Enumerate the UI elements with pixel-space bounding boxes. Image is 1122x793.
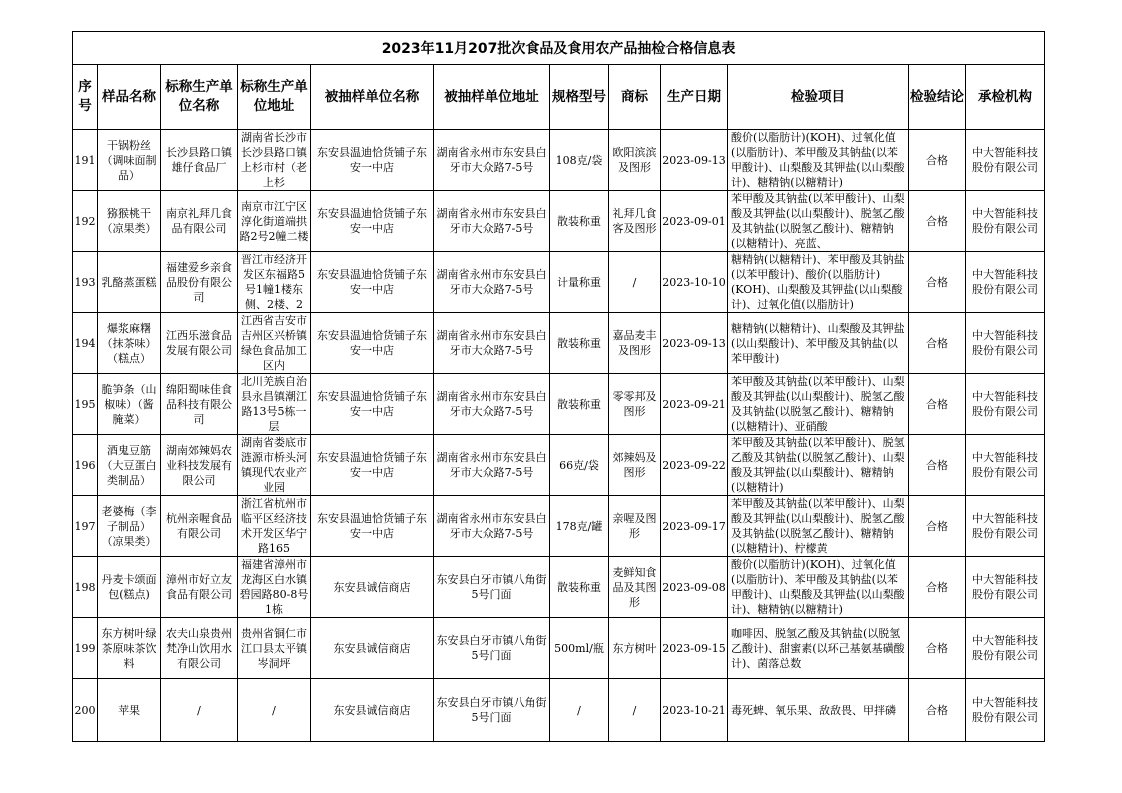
brand-cell [609,130,661,191]
producer-address-cell [238,618,311,679]
sampled-unit-address: 东安县白牙市镇八角街5号门面 [436,573,547,601]
sampled-unit-name: 东安县温迪恰货铺子东安一中店 [317,207,427,235]
row-number-cell [73,191,98,252]
row-number-cell [73,557,98,618]
row-number-cell [73,252,98,313]
spec: 散装称重 [557,397,601,411]
sampled-unit-address: 东安县白牙市镇八角街5号门面 [436,634,547,662]
inspection-items-cell [728,191,909,252]
sampled-unit-address-cell [434,496,550,557]
sampled-unit-address: 湖南省永州市东安县白牙市大众路7-5号 [436,512,547,540]
sampled-unit-address-cell [434,618,550,679]
producer-address: 北川羌族自治县永昌镇潮江路13号5栋一层 [241,375,307,433]
inspection-items: 酸价(以脂肪计)(KOH)、过氧化值(以脂肪计)、苯甲酸及其钠盐(以苯甲酸计)、山梨酸及其钾盐(以山梨酸计)、糖精钠(以糖精计) [731,558,905,616]
inspection-items-cell [728,313,909,374]
inspection-result-cell [909,252,966,313]
sampled-unit-name: 东安县诚信商店 [333,641,411,655]
testing-agency-cell [966,618,1045,679]
brand-cell [609,496,661,557]
production-date: 2023-09-17 [662,519,726,533]
sample-name-cell [98,252,161,313]
table-title: 2023年11月207批次食品及食用农产品抽检合格信息表 [73,32,1045,65]
spec-cell [550,679,609,742]
spec-cell [550,496,609,557]
row-number: 196 [74,458,96,472]
row-number: 191 [74,153,96,167]
table-row [73,435,1045,496]
brand: 零零邦及图形 [612,390,657,418]
producer-address: 湖南省长沙市长沙县路口镇上杉市村（老上杉 [241,131,307,189]
column-header: 标称生产单位地址 [238,65,311,130]
inspection-result-cell [909,191,966,252]
sampled-unit-address-cell [434,679,550,742]
spec: 散装称重 [557,336,601,350]
producer-address: 南京市江宁区淳化街道端拱路2号2幢二楼 [239,199,309,243]
column-header: 样品名称 [98,65,161,130]
testing-agency-cell [966,191,1045,252]
column-header: 检验结论 [909,65,966,130]
producer-name-cell [161,679,238,742]
column-header: 标称生产单位名称 [161,65,238,130]
testing-agency: 中大智能科技股份有限公司 [972,634,1039,662]
table-row [73,618,1045,679]
sampled-unit-name-cell [311,435,434,496]
producer-address: / [272,703,276,717]
column-header: 商标 [609,65,661,130]
row-number: 195 [74,397,96,411]
production-date: 2023-09-22 [662,458,726,472]
producer-name-cell [161,618,238,679]
sample-name-cell [98,313,161,374]
inspection-items-cell [728,679,909,742]
sample-name-cell [98,618,161,679]
testing-agency-cell [966,252,1045,313]
producer-name-cell [161,374,238,435]
producer-name: 福建爱乡亲食品股份有限公司 [166,260,232,304]
spec: / [577,703,581,717]
inspection-items-cell [728,496,909,557]
testing-agency-cell [966,374,1045,435]
inspection-items: 毒死蜱、氧乐果、敌敌畏、甲拌磷 [731,703,896,717]
production-date: 2023-09-21 [662,397,726,411]
production-date-cell [661,435,728,496]
sample-name: 干锅粉丝（调味面制品） [101,138,157,182]
production-date: 2023-09-13 [662,336,726,350]
inspection-result-cell [909,557,966,618]
producer-address: 江西省吉安市吉州区兴桥镇绿色食品加工区内 [241,314,307,372]
row-number: 194 [74,336,96,350]
row-number-cell [73,435,98,496]
sample-name: 脆笋条（山椒味）（酱腌菜） [101,382,157,426]
spec: 108克/袋 [555,153,603,167]
row-number-cell [73,618,98,679]
brand-cell [609,313,661,374]
inspection-result: 合格 [926,275,948,289]
testing-agency: 中大智能科技股份有限公司 [972,390,1039,418]
production-date-cell [661,496,728,557]
sampled-unit-name: 东安县温迪恰货铺子东安一中店 [317,512,427,540]
column-header: 检验项目 [728,65,909,130]
inspection-items-cell [728,557,909,618]
sampled-unit-name: 东安县诚信商店 [333,580,411,594]
producer-address: 浙江省杭州市临平区经济技术开发区华宁路165 [241,497,307,555]
producer-name-cell [161,130,238,191]
brand: / [632,703,637,717]
testing-agency-cell [966,313,1045,374]
sampled-unit-name-cell [311,191,434,252]
brand-cell [609,374,661,435]
brand-cell [609,679,661,742]
producer-address-cell [238,191,311,252]
producer-name: 湖南郊辣妈农业科技发展有限公司 [166,443,232,487]
production-date-cell [661,679,728,742]
sampled-unit-name-cell [311,313,434,374]
row-number: 198 [74,580,96,594]
sampled-unit-name-cell [311,618,434,679]
production-date-cell [661,313,728,374]
inspection-items-cell [728,374,909,435]
sample-name: 爆浆麻糬（抹茶味）（糕点） [101,321,157,365]
spec: 178克/罐 [555,519,603,533]
inspection-items: 苯甲酸及其钠盐(以苯甲酸计)、脱氢乙酸及其钠盐(以脱氢乙酸计)、山梨酸及其钾盐(以山梨酸计)、糖精钠(以糖精计) [731,436,905,494]
inspection-sheet [72,31,1044,742]
inspection-result: 合格 [926,641,948,655]
spec: 计量称重 [557,275,601,289]
row-number-cell [73,679,98,742]
spec: 散装称重 [557,580,601,594]
producer-address: 湖南省娄底市涟源市桥头河镇现代农业产业园 [241,436,307,494]
sample-name-cell [98,191,161,252]
brand: 麦鲜知食品及其图形 [612,565,657,609]
spec: 散装称重 [557,214,601,228]
production-date-cell [661,374,728,435]
producer-name-cell [161,313,238,374]
sampled-unit-address-cell [434,191,550,252]
table-row [73,496,1045,557]
sampled-unit-name: 东安县温迪恰货铺子东安一中店 [317,390,427,418]
producer-name-cell [161,435,238,496]
inspection-result: 合格 [926,580,948,594]
producer-address-cell [238,374,311,435]
sample-name-cell [98,679,161,742]
column-header: 规格型号 [550,65,609,130]
production-date: 2023-09-01 [662,214,726,228]
sampled-unit-name-cell [311,679,434,742]
spec-cell [550,252,609,313]
sampled-unit-address-cell [434,130,550,191]
testing-agency: 中大智能科技股份有限公司 [972,268,1039,296]
inspection-result: 合格 [926,703,948,717]
sample-name: 东方树叶绿茶原味茶饮料 [101,626,157,670]
inspection-result: 合格 [926,214,948,228]
sampled-unit-name-cell [311,252,434,313]
row-number: 200 [74,703,96,717]
sample-name: 酒鬼豆筋（大豆蛋白类制品） [101,443,157,487]
sample-name: 老婆梅（李子制品）（凉果类） [101,504,157,548]
row-number-cell [73,130,98,191]
spec: 66克/袋 [559,458,599,472]
sampled-unit-address: 湖南省永州市东安县白牙市大众路7-5号 [436,146,547,174]
sampled-unit-name-cell [311,496,434,557]
table-row [73,191,1045,252]
inspection-result-cell [909,374,966,435]
inspection-items: 咖啡因、脱氢乙酸及其钠盐(以脱氢乙酸计)、甜蜜素(以环己基氨基磺酸计)、菌落总数 [731,626,905,670]
sampled-unit-address-cell [434,313,550,374]
testing-agency: 中大智能科技股份有限公司 [972,696,1039,724]
inspection-items: 苯甲酸及其钠盐(以苯甲酸计)、山梨酸及其钾盐(以山梨酸计)、脱氢乙酸及其钠盐(以脱氢乙酸计)、糖精钠(以糖精计)、亮蓝、 [731,192,905,250]
sample-name-cell [98,435,161,496]
table-body [73,130,1045,742]
inspection-result: 合格 [926,397,948,411]
table-row [73,374,1045,435]
producer-address-cell [238,313,311,374]
sample-name: 丹麦卡颂面包(糕点) [101,573,157,601]
sample-name-cell [98,496,161,557]
row-number-cell [73,313,98,374]
producer-name: 农夫山泉贵州梵净山饮用水有限公司 [166,626,232,670]
brand: 嘉品麦丰及图形 [612,329,657,357]
header-row [73,65,1045,130]
inspection-result-cell [909,496,966,557]
spec-cell [550,374,609,435]
spec-cell [550,130,609,191]
table-row [73,557,1045,618]
brand-cell [609,252,661,313]
testing-agency-cell [966,679,1045,742]
spec: 500ml/瓶 [554,641,604,655]
testing-agency: 中大智能科技股份有限公司 [972,573,1039,601]
testing-agency: 中大智能科技股份有限公司 [972,451,1039,479]
sampled-unit-address-cell [434,435,550,496]
inspection-result-cell [909,435,966,496]
sampled-unit-name-cell [311,374,434,435]
spec-cell [550,557,609,618]
production-date-cell [661,130,728,191]
sampled-unit-name-cell [311,130,434,191]
inspection-result: 合格 [926,336,948,350]
testing-agency: 中大智能科技股份有限公司 [972,146,1039,174]
table-row [73,679,1045,742]
producer-name: 江西乐滋食品发展有限公司 [166,329,232,357]
sampled-unit-name: 东安县诚信商店 [333,703,411,717]
sampled-unit-address: 湖南省永州市东安县白牙市大众路7-5号 [436,207,547,235]
producer-address-cell [238,496,311,557]
brand: 礼拜几食客及图形 [612,207,657,235]
producer-address-cell [238,679,311,742]
sampled-unit-address: 东安县白牙市镇八角街5号门面 [436,696,547,724]
sampled-unit-address: 湖南省永州市东安县白牙市大众路7-5号 [436,451,547,479]
row-number: 199 [74,641,96,655]
brand-cell [609,435,661,496]
sampled-unit-address-cell [434,557,550,618]
sample-name-cell [98,374,161,435]
sampled-unit-address-cell [434,252,550,313]
producer-address-cell [238,435,311,496]
inspection-items-cell [728,618,909,679]
testing-agency-cell [966,130,1045,191]
brand: 亲喔及图形 [612,512,657,540]
sampled-unit-address-cell [434,374,550,435]
brand: 东方树叶 [612,641,657,655]
producer-name: 南京礼拜几食品有限公司 [166,207,232,235]
production-date: 2023-09-15 [662,641,726,655]
producer-name: 杭州亲喔食品有限公司 [166,512,232,540]
inspection-items: 苯甲酸及其钠盐(以苯甲酸计)、山梨酸及其钾盐(以山梨酸计)、脱氢乙酸及其钠盐(以脱氢乙酸计)、糖精钠(以糖精计)、柠檬黄 [731,497,905,555]
testing-agency-cell [966,435,1045,496]
sample-name-cell [98,557,161,618]
spec-cell [550,618,609,679]
row-number-cell [73,374,98,435]
table-row [73,313,1045,374]
testing-agency: 中大智能科技股份有限公司 [972,329,1039,357]
production-date: 2023-09-13 [662,153,726,167]
column-header: 被抽样单位地址 [434,65,550,130]
inspection-result-cell [909,130,966,191]
sampled-unit-address: 湖南省永州市东安县白牙市大众路7-5号 [436,390,547,418]
producer-address: 晋江市经济开发区东福路5号1幢1楼东侧、2楼、2 [241,253,307,311]
inspection-items-cell [728,252,909,313]
brand-cell [609,191,661,252]
sampled-unit-name: 东安县温迪恰货铺子东安一中店 [317,451,427,479]
spec-cell [550,435,609,496]
sampled-unit-address: 湖南省永州市东安县白牙市大众路7-5号 [436,268,547,296]
testing-agency: 中大智能科技股份有限公司 [972,512,1039,540]
producer-name-cell [161,557,238,618]
production-date-cell [661,618,728,679]
testing-agency-cell [966,557,1045,618]
inspection-result-cell [909,618,966,679]
spec-cell [550,191,609,252]
producer-address: 贵州省铜仁市江口县太平镇岑洞坪 [241,626,307,670]
brand: 欧阳滨滨及图形 [612,146,657,174]
table-row [73,252,1045,313]
production-date-cell [661,557,728,618]
sampled-unit-name-cell [311,557,434,618]
sample-name: 乳酪蒸蛋糕 [101,275,157,289]
production-date: 2023-10-21 [662,703,726,717]
column-header: 生产日期 [661,65,728,130]
producer-address-cell [238,557,311,618]
testing-agency: 中大智能科技股份有限公司 [972,207,1039,235]
inspection-result: 合格 [926,153,948,167]
column-header: 承检机构 [966,65,1045,130]
inspection-items: 苯甲酸及其钠盐(以苯甲酸计)、山梨酸及其钾盐(以山梨酸计)、脱氢乙酸及其钠盐(以脱氢乙酸计)、糖精钠(以糖精计)、亚硝酸 [731,375,905,433]
producer-address: 福建省漳州市龙海区白水镇碧园路80-8号1栋 [239,558,309,616]
row-number: 193 [74,275,96,289]
inspection-items-cell [728,130,909,191]
producer-address-cell [238,252,311,313]
sample-name: 苹果 [118,703,140,717]
row-number: 197 [74,519,96,533]
spec-cell [550,313,609,374]
sample-name-cell [98,130,161,191]
brand: 郊辣妈及图形 [612,451,657,479]
column-header: 序号 [73,65,98,130]
inspection-items-cell [728,435,909,496]
sampled-unit-name: 东安县温迪恰货铺子东安一中店 [317,146,427,174]
sampled-unit-address: 湖南省永州市东安县白牙市大众路7-5号 [436,329,547,357]
sample-name: 猕猴桃干（凉果类） [101,207,157,235]
producer-name: 绵阳蜀味佳食品科技有限公司 [166,382,232,426]
table-row [73,130,1045,191]
production-date-cell [661,252,728,313]
brand-cell [609,557,661,618]
inspection-result-cell [909,679,966,742]
inspection-items: 糖精钠(以糖精计)、山梨酸及其钾盐(以山梨酸计)、苯甲酸及其钠盐(以苯甲酸计) [731,321,905,365]
producer-name-cell [161,252,238,313]
producer-address-cell [238,130,311,191]
brand: / [632,275,637,289]
producer-name: 漳州市好立友食品有限公司 [166,573,232,601]
row-number: 192 [74,214,96,228]
production-date-cell [661,191,728,252]
brand-cell [609,618,661,679]
production-date: 2023-10-10 [662,275,726,289]
inspection-result: 合格 [926,458,948,472]
sampled-unit-name: 东安县温迪恰货铺子东安一中店 [317,268,427,296]
producer-name-cell [161,496,238,557]
inspection-items: 糖精钠(以糖精计)、苯甲酸及其钠盐(以苯甲酸计)、酸价(以脂肪计)(KOH)、山梨酸及其钾盐(以山梨酸计)、过氧化值(以脂肪计) [731,253,905,311]
sampled-unit-name: 东安县温迪恰货铺子东安一中店 [317,329,427,357]
inspection-items: 酸价(以脂肪计)(KOH)、过氧化值(以脂肪计)、苯甲酸及其钠盐(以苯甲酸计)、山梨酸及其钾盐(以山梨酸计)、糖精钠(以糖精计) [731,131,905,189]
producer-name: / [197,703,201,717]
inspection-result: 合格 [926,519,948,533]
producer-name-cell [161,191,238,252]
inspection-result-cell [909,313,966,374]
testing-agency-cell [966,496,1045,557]
row-number-cell [73,496,98,557]
column-header: 被抽样单位名称 [311,65,434,130]
production-date: 2023-09-08 [662,580,726,594]
producer-name: 长沙县路口镇雄仔食品厂 [166,146,232,174]
inspection-table [72,31,1045,742]
